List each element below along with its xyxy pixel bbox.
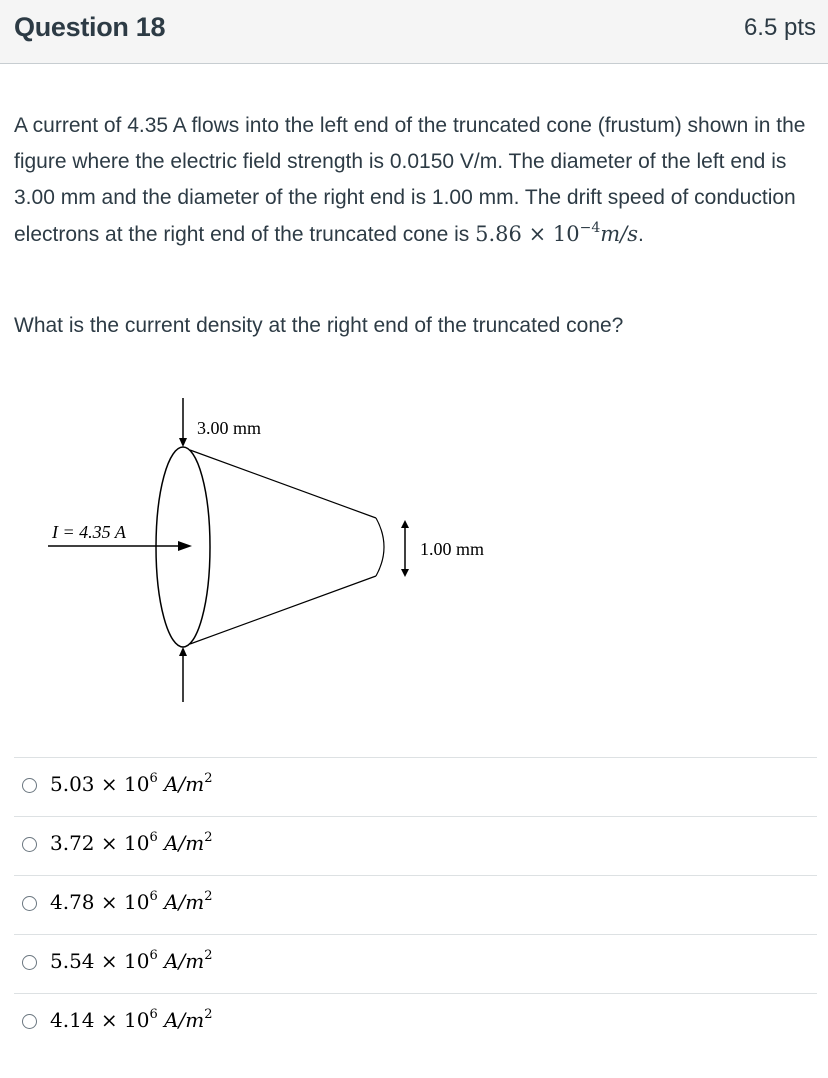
question-points: 6.5 pts — [743, 14, 816, 41]
frustum-diagram — [40, 392, 520, 712]
answer-label: $4.14 \times 10^6$ $A/m^2$ — [50, 1007, 213, 1032]
answer-list — [14, 757, 817, 1052]
question-title: Question 18 — [14, 12, 166, 42]
answer-option-1[interactable] — [14, 757, 817, 816]
top-arrowhead — [179, 438, 187, 447]
answer-option-3[interactable] — [14, 875, 817, 934]
answer-label: $5.03 \times 10^6$ $A/m^2$ — [50, 771, 213, 796]
radio-button[interactable] — [22, 896, 37, 911]
frustum-figure — [40, 392, 520, 712]
answer-option-2[interactable] — [14, 816, 817, 875]
answer-label: $4.78 \times 10^6$ $A/m^2$ — [50, 889, 213, 914]
radio-button[interactable] — [22, 1014, 37, 1029]
answer-option-5[interactable] — [14, 993, 817, 1052]
cone-bottom-edge — [190, 576, 376, 644]
current-label: I = 4.35 A — [52, 522, 126, 542]
question-text: A current of 4.35 A flows into the left end of the truncated cone (frustum) shown in the figure where the electric field strength is 0.0150 V/m. The diameter of the left end is 3.00 mm and the diameter of the right end is 1.00 mm. The drift speed of conduction electrons at the right end of the truncated cone is $5.86 \times 10^{-4}m/s$. — [14, 114, 806, 246]
radio-button[interactable] — [22, 778, 37, 793]
left-diameter-label: 3.00 mm — [197, 418, 262, 438]
right-diameter-label: 1.00 mm — [420, 539, 485, 559]
cone-top-edge — [190, 450, 376, 518]
answer-option-4[interactable] — [14, 934, 817, 993]
current-arrowhead — [178, 541, 192, 551]
right-end-arc — [376, 518, 384, 576]
radio-button[interactable] — [22, 955, 37, 970]
question-header — [0, 0, 828, 64]
right-arrowhead-up — [401, 520, 409, 528]
question-prompt: What is the current density at the right end of the truncated cone? — [14, 314, 624, 337]
answer-label: $5.54 \times 10^6$ $A/m^2$ — [50, 948, 213, 973]
right-arrowhead-down — [401, 569, 409, 577]
radio-button[interactable] — [22, 837, 37, 852]
bottom-arrowhead — [179, 647, 187, 656]
answer-label: $3.72 \times 10^6$ $A/m^2$ — [50, 830, 213, 855]
question-body: A current of 4.35 A flows into the left end of the truncated cone (frustum) shown in the figure where the electric field strength is 0.0150 V/m. The diameter of the left end is 3.00 mm and the diameter of the right end is 1.00 mm. The drift speed of conduction electrons at the right end of the truncated cone is — [14, 114, 806, 246]
drift-speed-value: $5.86 \times 10^{-4}m/s$ — [475, 220, 639, 246]
